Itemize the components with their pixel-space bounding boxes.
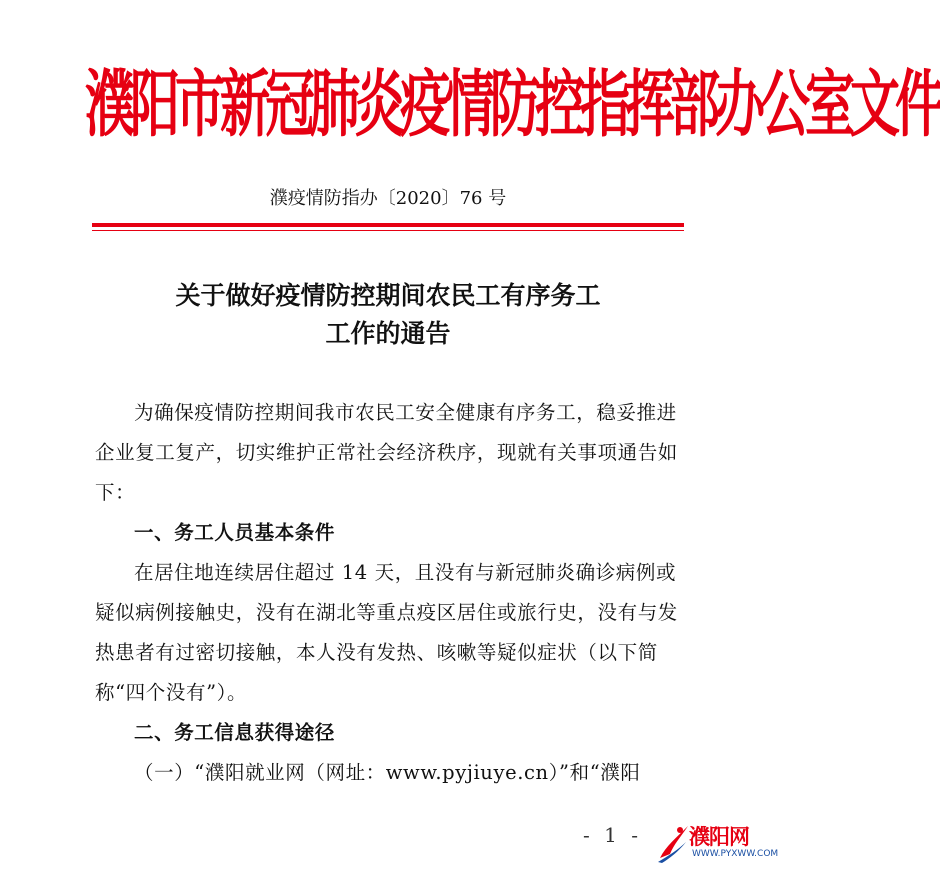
notice-title-line-1: 关于做好疫情防控期间农民工有序务工 xyxy=(175,281,601,310)
watermark-logo xyxy=(656,818,779,866)
notice-title-line-2: 工作的通告 xyxy=(325,319,451,348)
section-1-paragraph: 在居住地连续居住超过 14 天，且没有与新冠肺炎确诊病例或疑似病例接触史，没有在湖北等重点疫区居住或旅行史，没有与发热患者有过密切接触，本人没有发热、咳嗽等疑似症状（以下简称“四个没有”）。 xyxy=(95,561,678,704)
section-2-item-1: （一）“濮阳就业网（网址：www.pyjiuye.cn）”和“濮阳 xyxy=(134,761,641,784)
page-number: - 1 - xyxy=(583,823,642,847)
watermark-url: WWW.PYXWW.COM xyxy=(692,849,779,859)
red-divider-thin xyxy=(92,230,684,231)
swoosh-logo-icon xyxy=(656,820,690,864)
watermark-name: 濮阳网 xyxy=(689,825,749,849)
section-1-heading: 一、务工人员基本条件 xyxy=(134,521,336,544)
red-divider-thick xyxy=(92,223,684,227)
notice-title xyxy=(0,277,776,353)
body-content xyxy=(95,393,695,793)
header-title: 濮阳市新冠肺炎疫情防控指挥部办公室文件 xyxy=(85,61,940,148)
document-number: 濮疫情防指办〔2020〕76 号 xyxy=(269,188,507,209)
intro-paragraph: 为确保疫情防控期间我市农民工安全健康有序务工，稳妥推进企业复工复产，切实维护正常社会经济秩序，现就有关事项通告如下： xyxy=(95,401,678,504)
section-2-heading: 二、务工信息获得途径 xyxy=(134,721,336,744)
